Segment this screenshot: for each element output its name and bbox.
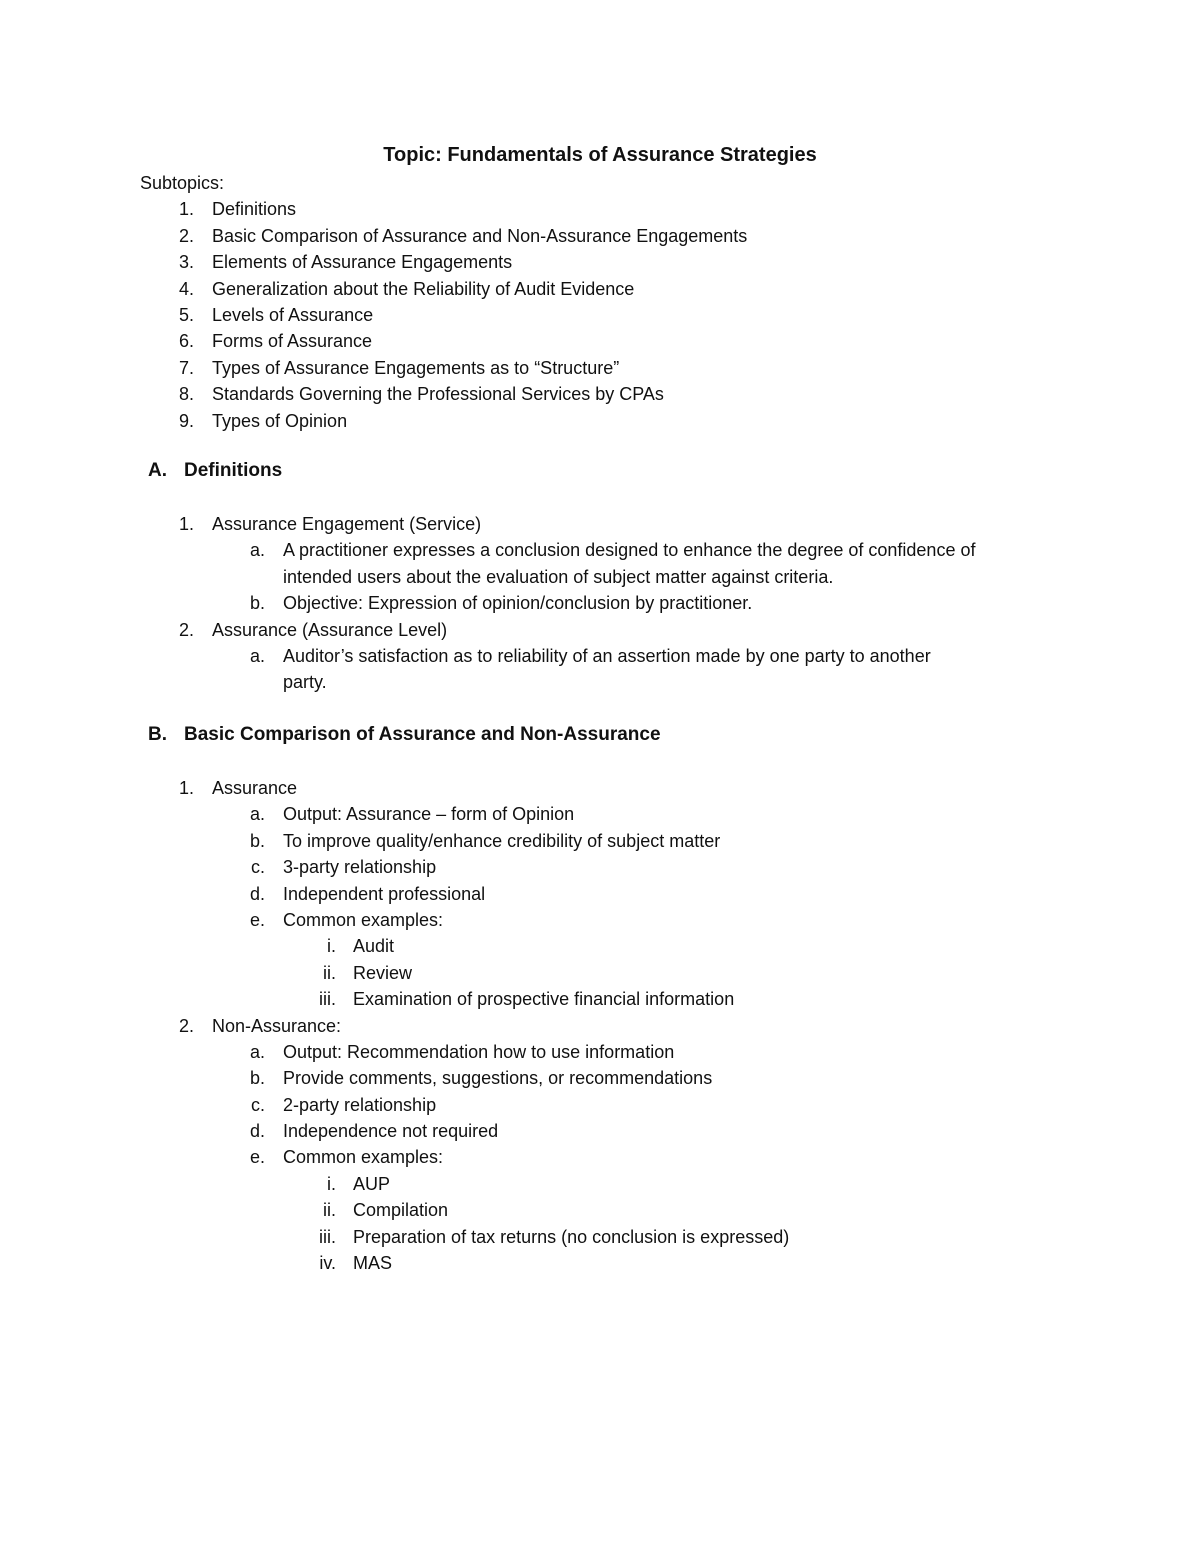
list-item: 8. Standards Governing the Professional Services by CPAs — [178, 384, 664, 405]
page-title: Topic: Fundamentals of Assurance Strategies — [383, 144, 817, 166]
list-item: 1. Assurance — [178, 778, 298, 798]
list-item: 1. Assurance Engagement (Service) — [178, 514, 482, 534]
list-item: d. Independent professional — [249, 883, 486, 904]
list-item: a. A practitioner expresses a conclusion designed to enhance the degree of confidence of — [249, 540, 976, 561]
list-item: ii. Compilation — [323, 1200, 449, 1221]
section-a — [0, 456, 1200, 486]
list-item: 9. Types of Opinion — [178, 410, 348, 431]
section-a-list — [0, 511, 1200, 696]
list-item: e. Common examples: — [249, 1147, 444, 1168]
list-item: iv. MAS — [319, 1253, 393, 1274]
list-item: 2. Basic Comparison of Assurance and Non-Assurance Engagements — [178, 225, 748, 246]
list-item: b. Provide comments, suggestions, or recommendations — [249, 1068, 713, 1089]
list-item: 3. Elements of Assurance Engagements — [178, 252, 513, 273]
subtopics-label-line — [0, 170, 1200, 196]
list-item: 2. Assurance (Assurance Level) — [178, 619, 448, 640]
list-item: 6. Forms of Assurance — [178, 331, 373, 352]
subtopics-section — [0, 170, 1200, 434]
list-item-continuation: intended users about the evaluation of subject matter against criteria. — [283, 566, 834, 587]
list-item: b. To improve quality/enhance credibility of subject matter — [249, 830, 721, 851]
list-item: iii. Examination of prospective financial information — [319, 989, 735, 1010]
list-item: e. Common examples: — [249, 909, 444, 930]
subtopics-label: Subtopics: — [140, 173, 225, 193]
list-item: 4. Generalization about the Reliability of Audit Evidence — [178, 278, 635, 299]
list-item: b. Objective: Expression of opinion/conclusion by practitioner. — [249, 593, 753, 614]
list-item: iii. Preparation of tax returns (no conclusion is expressed) — [319, 1226, 790, 1247]
section-b-heading: B. Basic Comparison of Assurance and Non-Assurance — [148, 724, 661, 745]
list-item: a. Output: Recommendation how to use information — [249, 1041, 675, 1062]
section-b-list — [0, 775, 1200, 1276]
section-b — [0, 720, 1200, 750]
section-a-heading: A. Definitions — [148, 460, 283, 481]
list-item-continuation: party. — [283, 672, 327, 693]
list-item: 7. Types of Assurance Engagements as to “Structure” — [178, 357, 620, 378]
list-item: d. Independence not required — [249, 1121, 499, 1142]
list-item: 2. Non-Assurance: — [178, 1015, 342, 1036]
list-item: c. 3-party relationship — [250, 857, 437, 878]
list-item: a. Output: Assurance – form of Opinion — [249, 804, 575, 825]
list-item: 1. Definitions — [178, 199, 297, 220]
list-item: c. 2-party relationship — [250, 1094, 437, 1115]
list-item: i. AUP — [327, 1173, 391, 1194]
list-item: 5. Levels of Assurance — [178, 304, 374, 325]
list-item: ii. Review — [323, 962, 413, 983]
list-item: a. Auditor’s satisfaction as to reliability of an assertion made by one party to another — [249, 645, 931, 666]
list-item: i. Audit — [327, 936, 395, 957]
